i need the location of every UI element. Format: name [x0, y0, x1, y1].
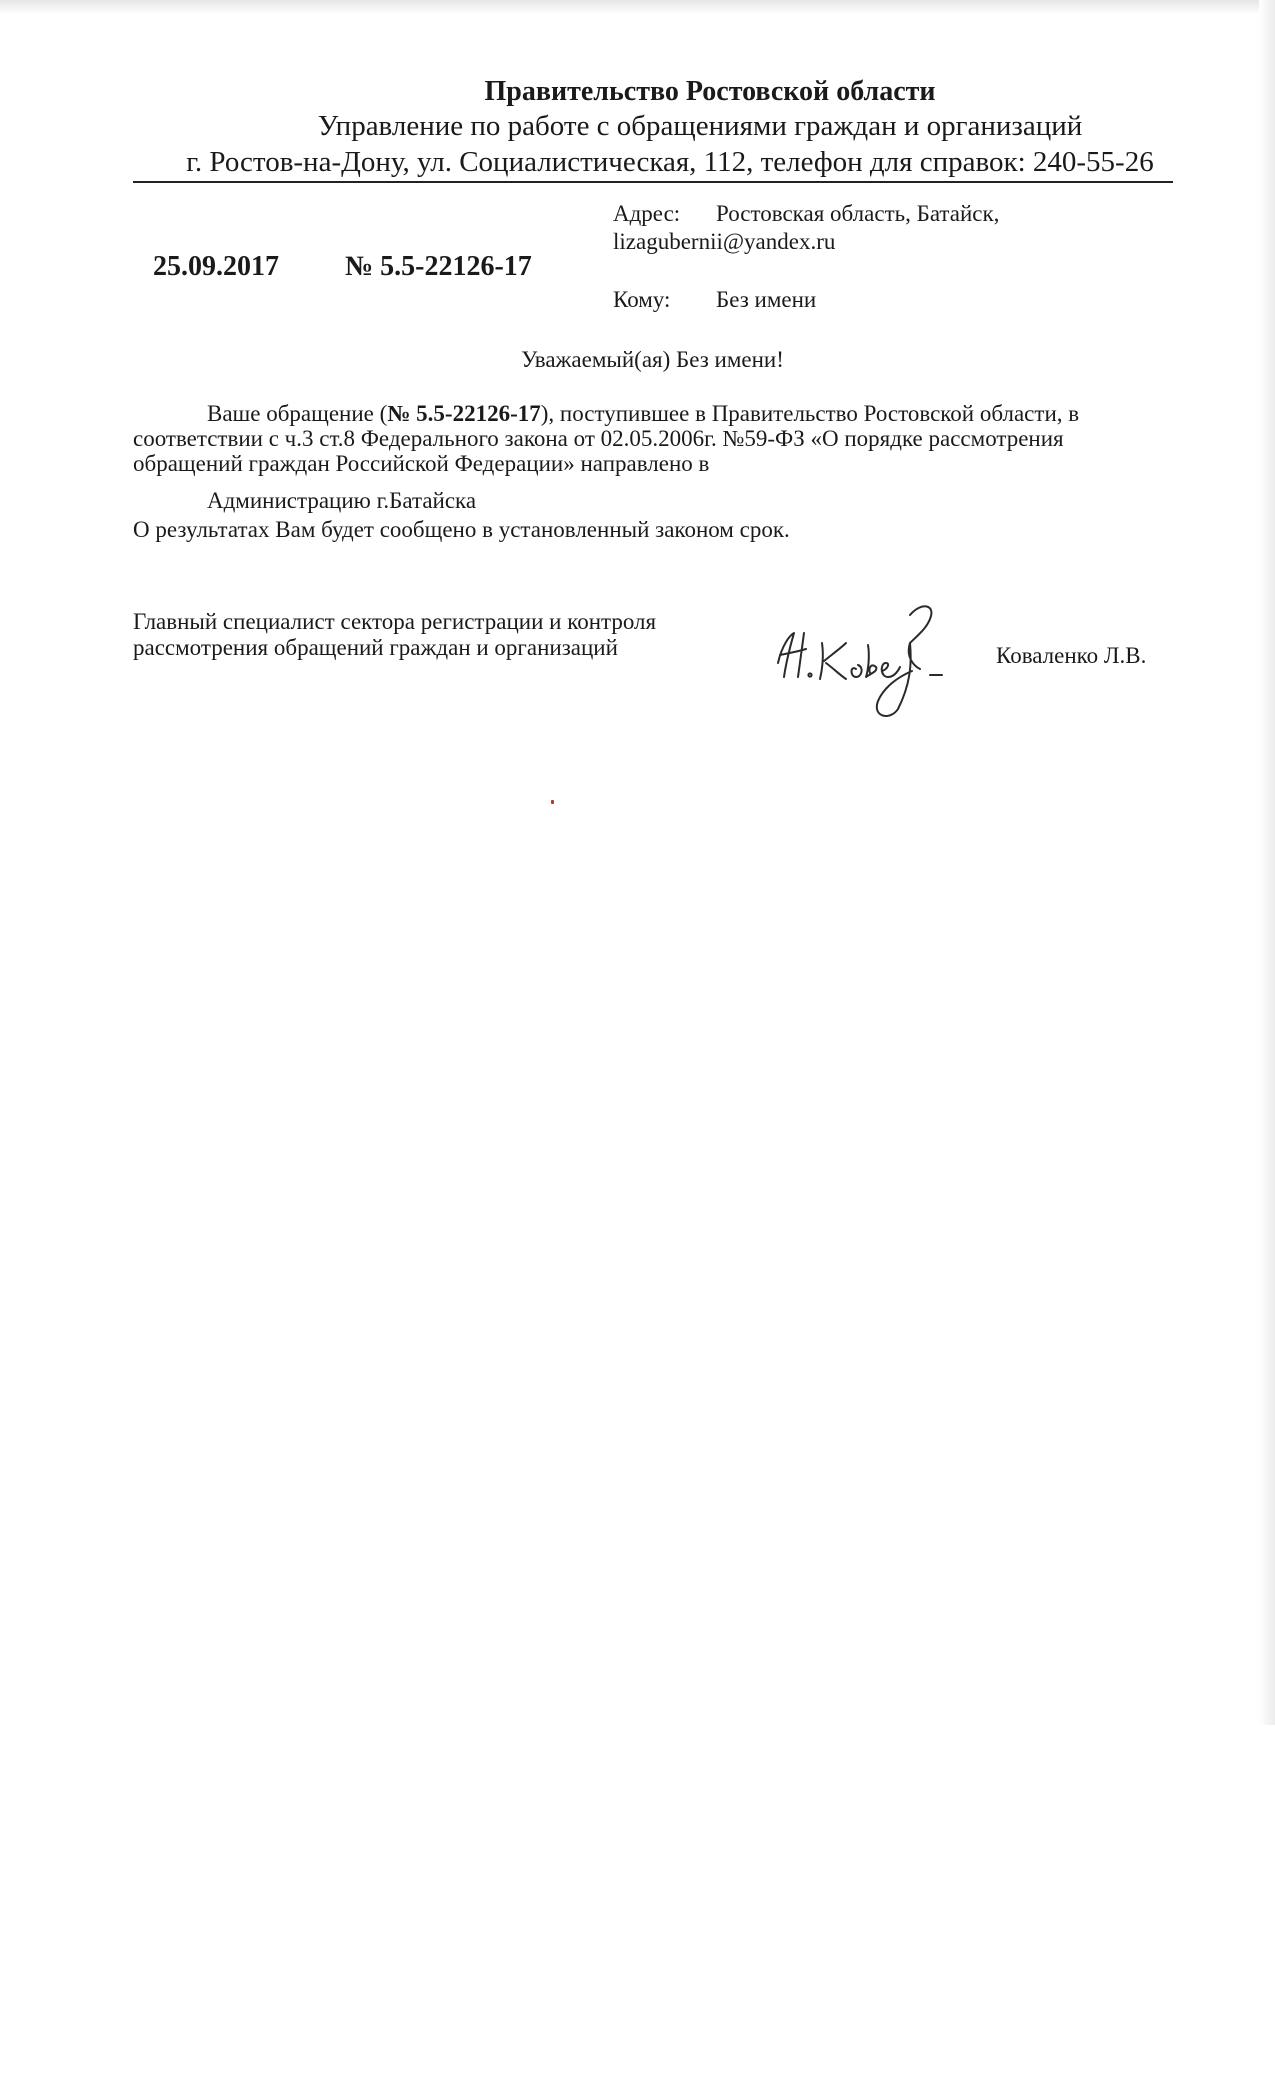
signer-name: Коваленко Л.В.: [996, 643, 1147, 668]
address-value: Ростовская область, Батайск,: [716, 201, 1000, 226]
signer-role-line-2: рассмотрения обращений граждан и организаций: [133, 635, 618, 660]
recipient-to-row: [613, 287, 816, 313]
greeting: Уважаемый(ая) Без имени!: [521, 347, 784, 372]
recipient-email: lizagubernii@yandex.ru: [613, 229, 836, 254]
document-date: 25.09.2017: [153, 251, 279, 282]
recipient-address-row: [613, 201, 999, 227]
header-address-line: г. Ростов-на-Дону, ул. Социалистическая, 112, телефон для справок: 240-55-26: [186, 146, 1154, 178]
body-line-1-end: ), поступившее в Правительство Ростовской области, в: [540, 401, 1080, 426]
header-title: Правительство Ростовской области: [484, 76, 936, 107]
body-line-3: обращений граждан Российской Федерации» направлено в: [133, 451, 710, 476]
body-line-5: О результатах Вам будет сообщено в установленный законом срок.: [133, 517, 790, 542]
body-line-4: Администрацию г.Батайска: [207, 488, 477, 513]
to-value: Без имени: [716, 287, 817, 312]
handwritten-signature: [760, 585, 960, 725]
body-appeal-number: № 5.5-22126-17: [387, 401, 541, 426]
header-rule: [133, 181, 1173, 183]
to-label: Кому:: [613, 287, 671, 312]
scan-speck: [551, 800, 554, 804]
body-line-1: [207, 402, 1079, 425]
address-label: Адрес:: [613, 201, 681, 226]
signer-role-line-1: Главный специалист сектора регистрации и контроля: [133, 609, 657, 634]
header-department: Управление по работе с обращениями граждан и организаций: [317, 110, 1083, 142]
document-number: № 5.5-22126-17: [345, 251, 532, 282]
body-line-2: соответствии с ч.3 ст.8 Федерального закона от 02.05.2006г. №59-ФЗ «О порядке рассмотрения: [133, 426, 1064, 451]
body-line-1-start: Ваше обращение (: [207, 401, 388, 426]
